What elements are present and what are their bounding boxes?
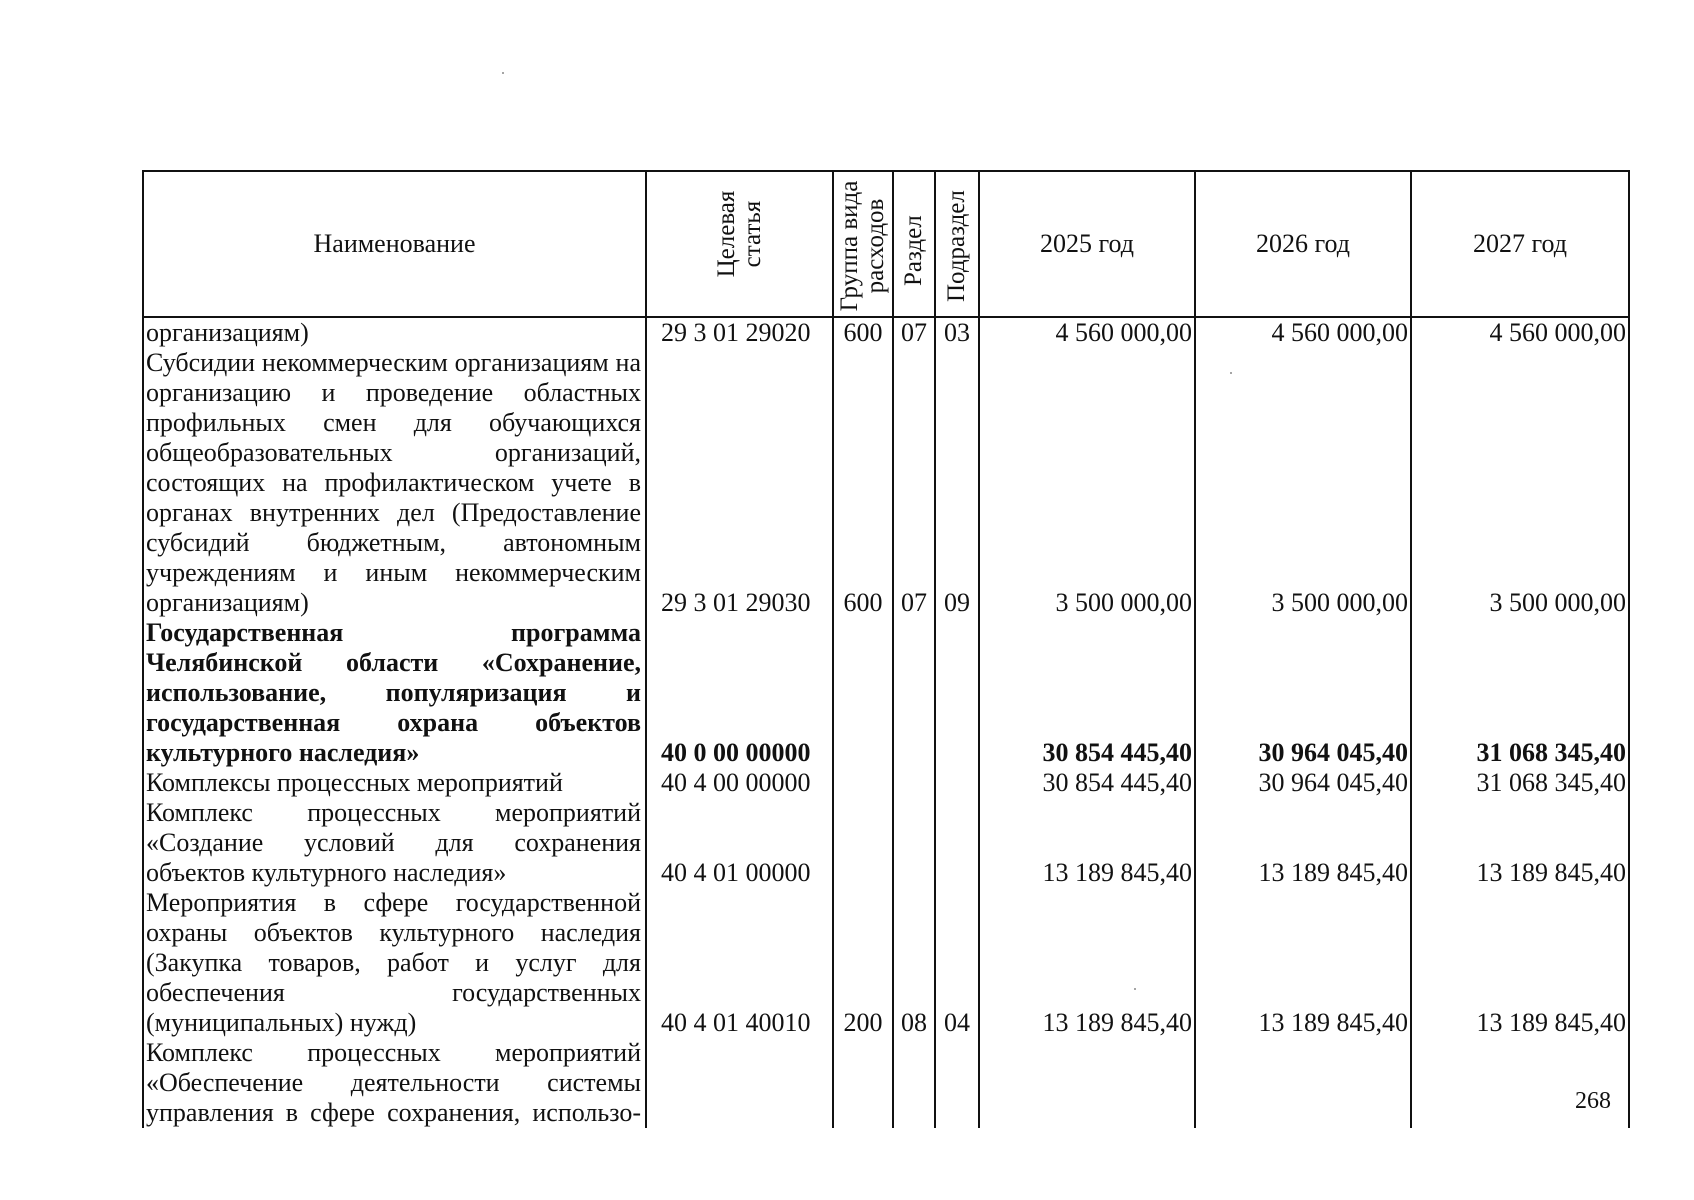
page-number: 268 [1575, 1088, 1611, 1114]
row-name: Субсидии некоммерческим организациям на организацию и проведение областных профильных смен для обучающихся общеобразовательных организаций, состоящих на профилактическом учете в органах внутренних дел (Предоставление субсидий бюджетным, автономным учреждениям и иным некоммерческим организациям) [143, 348, 646, 618]
row-2026: 30 964 045,40 [1195, 618, 1411, 768]
row-code [646, 1038, 833, 1128]
scan-speck [1230, 372, 1232, 374]
row-subsection: 03 [935, 317, 979, 348]
row-2025: 13 189 845,40 [979, 888, 1195, 1038]
row-group: 200 [833, 888, 893, 1038]
row-2027: 31 068 345,40 [1411, 618, 1629, 768]
row-section: 07 [893, 348, 935, 618]
row-code: 29 3 01 29020 [646, 317, 833, 348]
row-name: Мероприятия в сфере государственной охраны объектов культурного наследия (Закупка товаров, работ и услуг для обеспечения государственных (муниципальных) нужд) [143, 888, 646, 1038]
row-subsection [935, 1038, 979, 1128]
row-subsection: 09 [935, 348, 979, 618]
table-row [143, 768, 1629, 798]
row-group [833, 768, 893, 798]
table-body [143, 317, 1629, 1128]
row-2026: 30 964 045,40 [1195, 768, 1411, 798]
row-2027: 13 189 845,40 [1411, 888, 1629, 1038]
scan-speck [1134, 988, 1136, 990]
row-subsection [935, 768, 979, 798]
row-2025 [979, 1038, 1195, 1128]
row-2027: 4 560 000,00 [1411, 317, 1629, 348]
row-group: 600 [833, 317, 893, 348]
row-code: 40 4 00 00000 [646, 768, 833, 798]
row-2027: 31 068 345,40 [1411, 768, 1629, 798]
header-section-cell [893, 171, 935, 317]
row-name: Комплекс процессных мероприятий «Создание условий для сохранения объектов культурного наследия» [143, 798, 646, 888]
header-year-2026: 2026 год [1195, 171, 1411, 317]
header-code: Целевая статья [712, 190, 766, 278]
table-row [143, 1038, 1629, 1128]
row-2027: 3 500 000,00 [1411, 348, 1629, 618]
header-year-2025: 2025 год [979, 171, 1195, 317]
row-2025: 30 854 445,40 [979, 618, 1195, 768]
row-section: 08 [893, 888, 935, 1038]
row-code: 40 4 01 40010 [646, 888, 833, 1038]
row-section [893, 798, 935, 888]
row-name: организациям) [143, 317, 646, 348]
row-subsection [935, 798, 979, 888]
row-name: Комплекс процессных мероприятий «Обеспечение деятельности системы управления в сфере сохранения, использо- [143, 1038, 646, 1128]
row-2026: 13 189 845,40 [1195, 888, 1411, 1038]
row-2025: 3 500 000,00 [979, 348, 1195, 618]
header-subsection-cell [935, 171, 979, 317]
row-2026 [1195, 1038, 1411, 1128]
row-2026: 3 500 000,00 [1195, 348, 1411, 618]
row-group [833, 1038, 893, 1128]
row-2025: 13 189 845,40 [979, 798, 1195, 888]
table-row [143, 348, 1629, 618]
row-subsection [935, 618, 979, 768]
row-group [833, 798, 893, 888]
row-2026: 13 189 845,40 [1195, 798, 1411, 888]
row-2025: 30 854 445,40 [979, 768, 1195, 798]
table-row [143, 798, 1629, 888]
table-row [143, 618, 1629, 768]
budget-table [142, 170, 1630, 1128]
header-name: Наименование [143, 171, 646, 317]
scan-speck [502, 72, 504, 74]
header-subsection: Подраздел [943, 190, 970, 302]
header-code-cell [646, 171, 833, 317]
table-row [143, 888, 1629, 1038]
row-section [893, 618, 935, 768]
row-name: Комплексы процессных мероприятий [143, 768, 646, 798]
header-section: Раздел [900, 215, 927, 286]
row-2026: 4 560 000,00 [1195, 317, 1411, 348]
row-name: Государственная программа Челябинской области «Сохранение, использование, популяризация и государственная охрана объектов культурного наследия» [143, 618, 646, 768]
table-header-row [143, 171, 1629, 317]
row-section [893, 1038, 935, 1128]
row-section [893, 768, 935, 798]
header-year-2027: 2027 год [1411, 171, 1629, 317]
row-2027: 13 189 845,40 [1411, 798, 1629, 888]
row-code: 29 3 01 29030 [646, 348, 833, 618]
row-group: 600 [833, 348, 893, 618]
header-group-cell [833, 171, 893, 317]
row-2025: 4 560 000,00 [979, 317, 1195, 348]
row-code: 40 4 01 00000 [646, 798, 833, 888]
row-subsection: 04 [935, 888, 979, 1038]
row-section: 07 [893, 317, 935, 348]
table-row [143, 317, 1629, 348]
header-group: Группа вида расходов [836, 180, 889, 312]
row-code: 40 0 00 00000 [646, 618, 833, 768]
row-group [833, 618, 893, 768]
